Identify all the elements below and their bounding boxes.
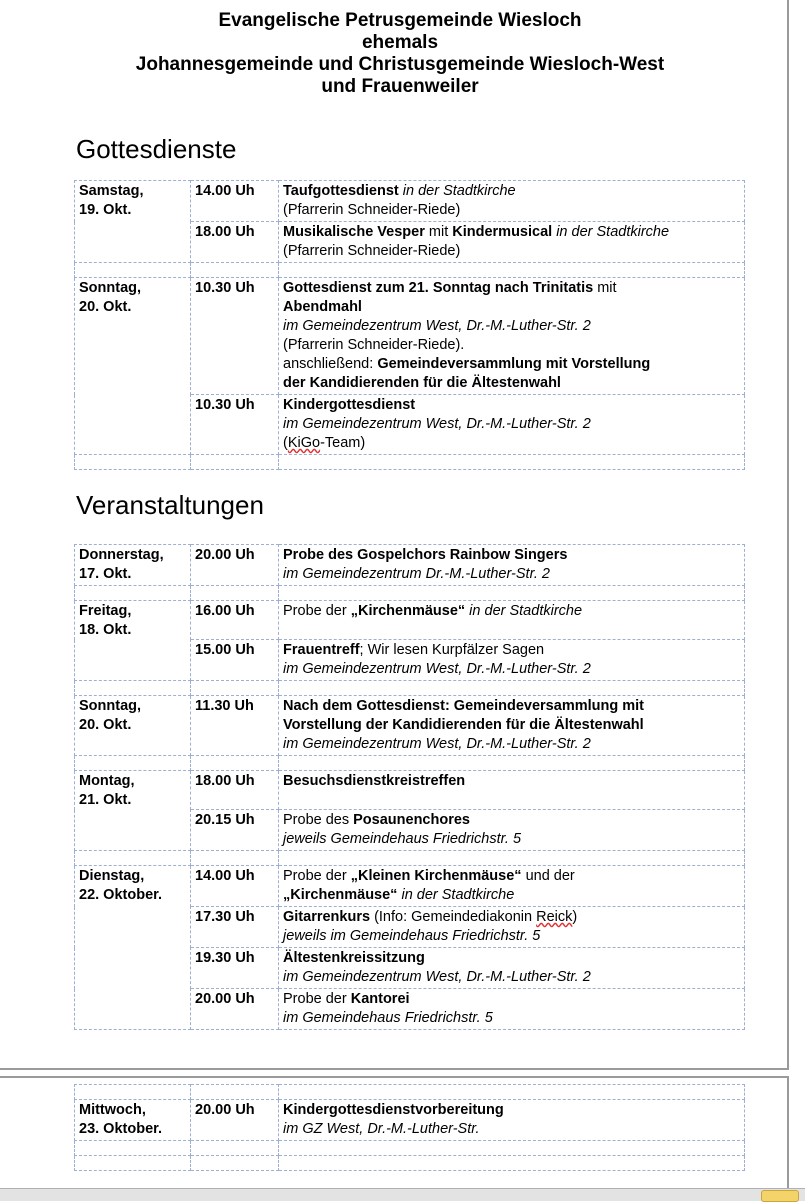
day-cell: Mittwoch, 23. Oktober. [75, 1100, 191, 1141]
event-cell: Probe des Posaunenchores jeweils Gemeindehaus Friedrichstr. 5 [279, 810, 745, 851]
time-cell: 20.00 Uh [191, 989, 279, 1030]
time-cell: 18.00 Uh [191, 222, 279, 263]
table-row [75, 181, 745, 222]
section-title-veranstaltungen: Veranstaltungen [76, 490, 264, 520]
document-header [40, 10, 760, 98]
day-cell: Donnerstag, 17. Okt. [75, 545, 191, 586]
day-cell: Sonntag, 20. Okt. [75, 278, 191, 455]
time-cell: 10.30 Uh [191, 278, 279, 395]
day-cell: Freitag, 18. Okt. [75, 601, 191, 681]
event-cell: Musikalische Vesper mit Kindermusical in der Stadtkirche (Pfarrerin Schneider-Riede) [279, 222, 745, 263]
spacer-row [75, 586, 745, 601]
event-cell: Frauentreff; Wir lesen Kurpfälzer Sagen im Gemeindezentrum West, Dr.-M.-Luther-Str. 2 [279, 640, 745, 681]
day-cell: Sonntag, 20. Okt. [75, 696, 191, 756]
page-2-table [74, 1084, 745, 1171]
event-cell: Gottesdienst zum 21. Sonntag nach Trinitatis mit Abendmahl im Gemeindezentrum West, Dr.-M.-Luther-Str. 2 (Pfarrerin Schneider-Riede). anschließend: Gemeindeversammlung mit Vorstellung der Kandidierenden für die Ältestenwahl [279, 278, 745, 395]
event-cell: Nach dem Gottesdienst: Gemeindeversammlung mit Vorstellung der Kandidierenden für die Ältestenwahl im Gemeindezentrum West, Dr.-M.-Luther-Str. 2 [279, 696, 745, 756]
table-row [75, 866, 745, 907]
header-line-3: Johannesgemeinde und Christusgemeinde Wiesloch-West [135, 54, 665, 75]
event-cell: Kindergottesdienstvorbereitung im GZ West, Dr.-M.-Luther-Str. [279, 1100, 745, 1141]
time-cell: 17.30 Uh [191, 907, 279, 948]
table-row [75, 771, 745, 810]
time-cell: 19.30 Uh [191, 948, 279, 989]
time-cell: 20.15 Uh [191, 810, 279, 851]
spacer-row [75, 1156, 745, 1171]
spacer-row [75, 681, 745, 696]
event-cell: Probe der „Kleinen Kirchenmäuse“ und der „Kirchenmäuse“ in der Stadtkirche [279, 866, 745, 907]
spacer-row [75, 1085, 745, 1100]
time-cell: 11.30 Uh [191, 696, 279, 756]
event-cell: Kindergottesdienst im Gemeindezentrum West, Dr.-M.-Luther-Str. 2 (KiGo-Team) [279, 395, 745, 455]
event-cell: Besuchsdienstkreistreffen [279, 771, 745, 810]
event-cell: Taufgottesdienst in der Stadtkirche (Pfarrerin Schneider-Riede) [279, 181, 745, 222]
spacer-row [75, 851, 745, 866]
spacer-row [75, 263, 745, 278]
header-line-4: und Frauenweiler [321, 76, 479, 97]
spacer-row [75, 756, 745, 771]
time-cell: 16.00 Uh [191, 601, 279, 640]
day-cell: Samstag, 19. Okt. [75, 181, 191, 263]
table-row [75, 545, 745, 586]
table-row [75, 601, 745, 640]
scroll-handle[interactable] [761, 1190, 799, 1202]
veranstaltungen-table [74, 544, 745, 1030]
event-cell: Gitarrenkurs (Info: Gemeindediakonin Reick) jeweils im Gemeindehaus Friedrichstr. 5 [279, 907, 745, 948]
time-cell: 20.00 Uh [191, 545, 279, 586]
gottesdienste-table [74, 180, 745, 470]
horizontal-scrollbar[interactable] [0, 1188, 805, 1201]
event-cell: Probe der Kantorei im Gemeindehaus Friedrichstr. 5 [279, 989, 745, 1030]
day-cell: Dienstag, 22. Oktober. [75, 866, 191, 1030]
event-cell: Probe des Gospelchors Rainbow Singers im Gemeindezentrum Dr.-M.-Luther-Str. 2 [279, 545, 745, 586]
table-row [75, 278, 745, 395]
time-cell: 20.00 Uh [191, 1100, 279, 1141]
header-line-1: Evangelische Petrusgemeinde Wiesloch [218, 10, 582, 31]
header-line-2: ehemals [361, 32, 439, 53]
time-cell: 15.00 Uh [191, 640, 279, 681]
table-row [75, 696, 745, 756]
time-cell: 10.30 Uh [191, 395, 279, 455]
event-cell: Probe der „Kirchenmäuse“ in der Stadtkirche [279, 601, 745, 640]
day-cell: Montag, 21. Okt. [75, 771, 191, 851]
spacer-row [75, 455, 745, 470]
spacer-row [75, 1141, 745, 1156]
section-title-gottesdienste: Gottesdienste [76, 134, 237, 164]
time-cell: 14.00 Uh [191, 866, 279, 907]
table-row [75, 1100, 745, 1141]
time-cell: 18.00 Uh [191, 771, 279, 810]
event-cell: Ältestenkreissitzung im Gemeindezentrum West, Dr.-M.-Luther-Str. 2 [279, 948, 745, 989]
time-cell: 14.00 Uh [191, 181, 279, 222]
